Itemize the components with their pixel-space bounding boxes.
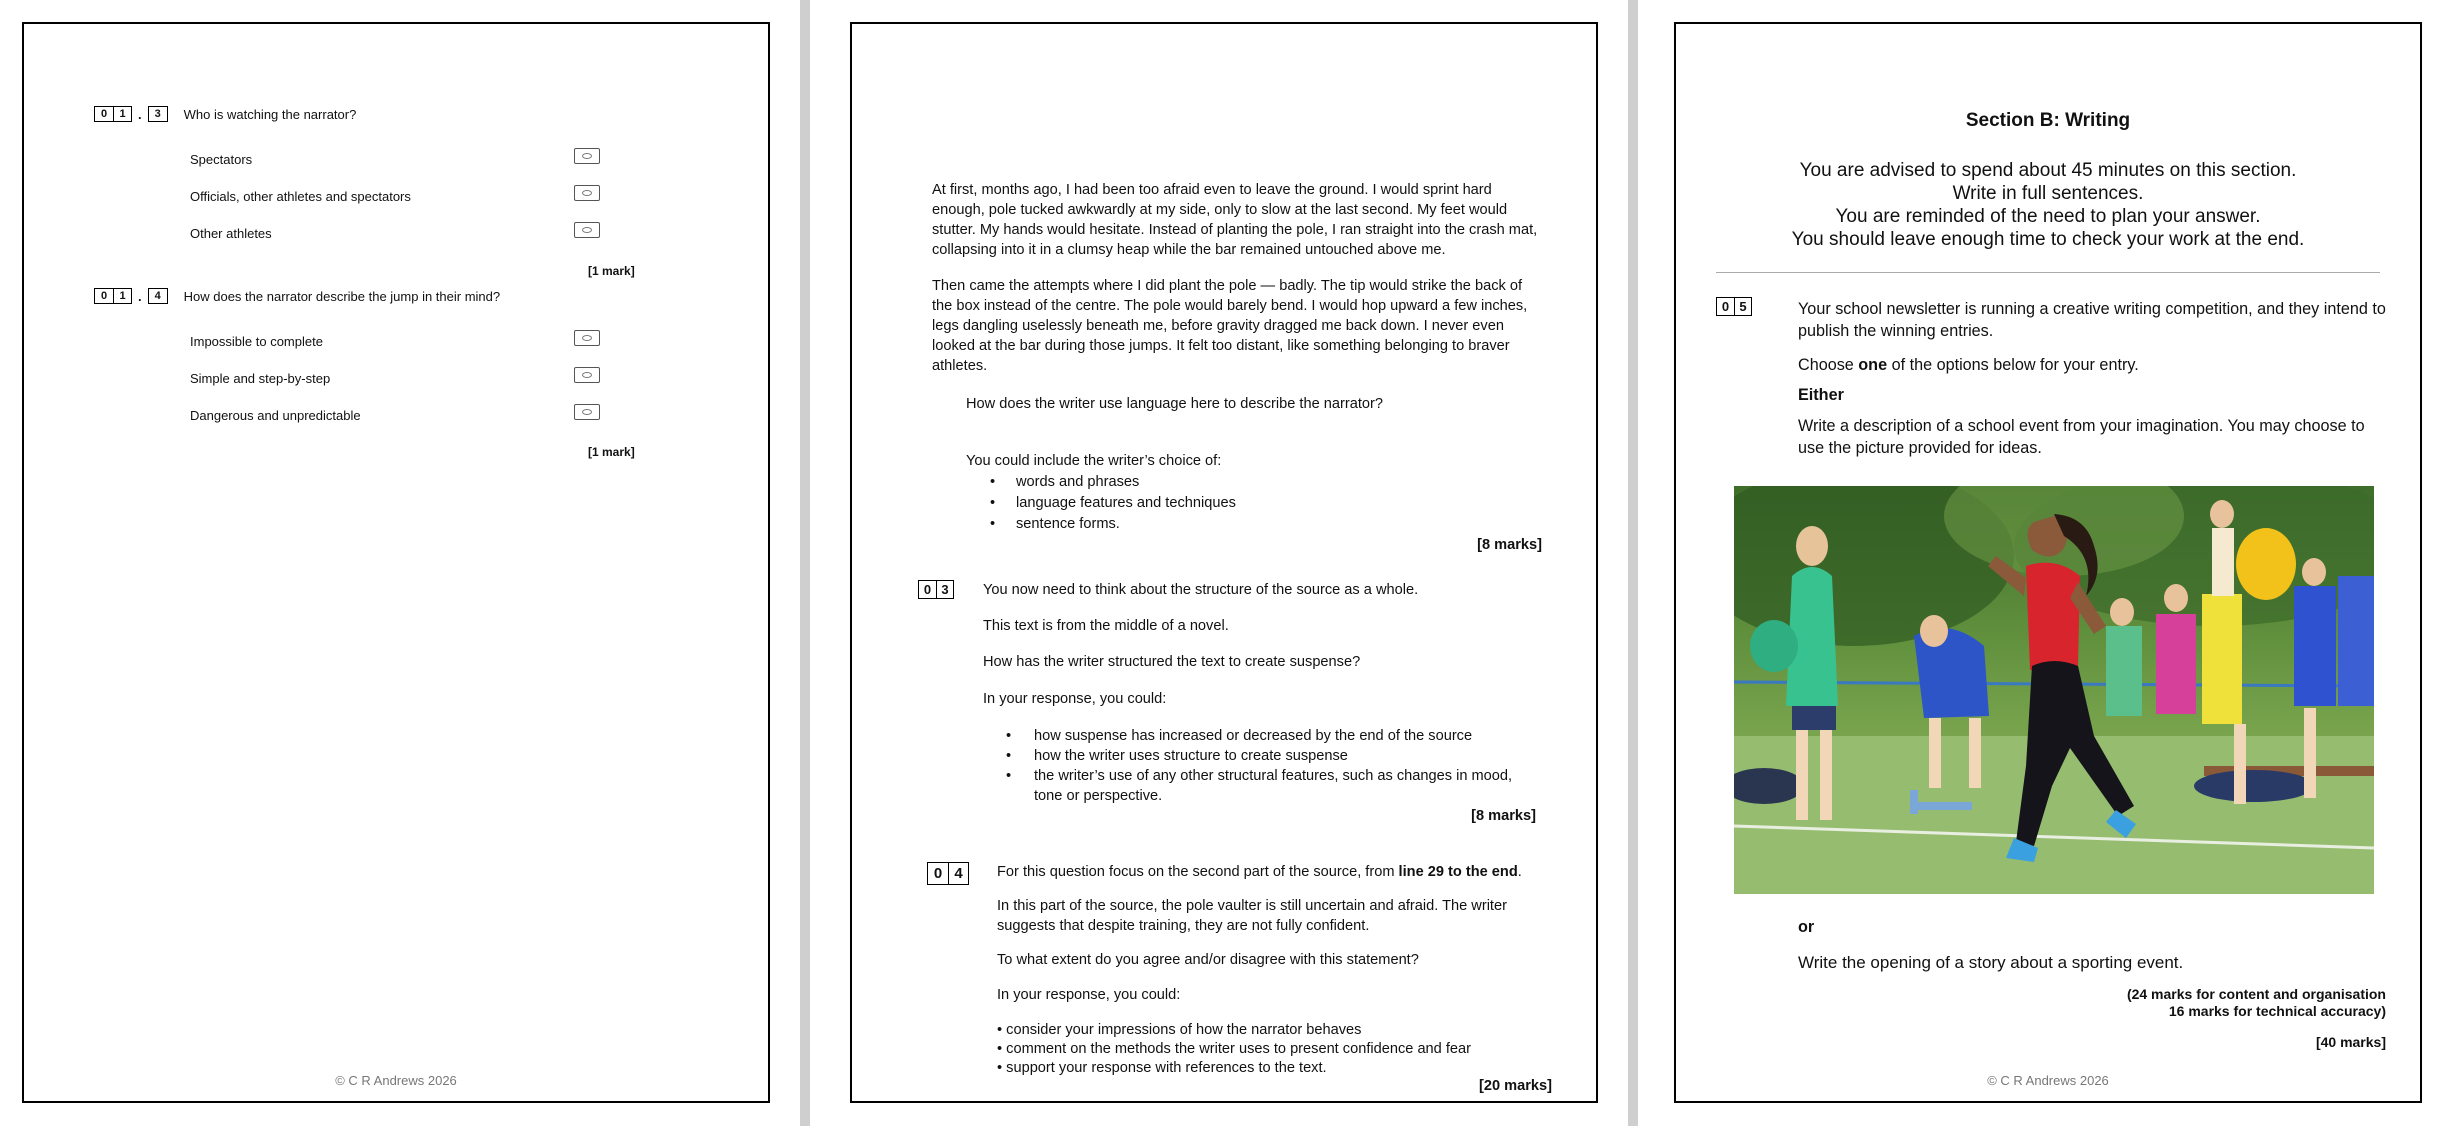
q03-mark: [8 marks] xyxy=(1471,808,1536,824)
page-2-border xyxy=(850,22,1598,1103)
q03-line-3: How has the writer structured the text to create suspense? xyxy=(983,654,1361,670)
q05-intro: Your school newsletter is running a creative writing competition, and they intend to publish the winning entries. xyxy=(1798,300,2386,340)
q03-line-2: This text is from the middle of a novel. xyxy=(983,618,1229,634)
section-title: Section B: Writing xyxy=(1965,110,2131,131)
q04-number-box: 0 4 xyxy=(927,862,969,885)
list-item: • language features and techniques xyxy=(990,493,1236,514)
q02-mark: [8 marks] xyxy=(1477,537,1542,553)
source-paragraph-1: At first, months ago, I had been too afraid even to leave the ground. I would sprint hard enough, pole tucked awkwardly at my side, only to slow at the last second. My feet would stutter. My hands would hesitate. Instead of planting the pole, I ran straight into the crash mat, collapsing into it in a clumsy heap while the bar remained untouched above me. xyxy=(932,182,1538,258)
q02-bullets xyxy=(990,472,1236,535)
option-checkbox[interactable] xyxy=(574,367,600,383)
q05-choose: Choose one of the options below for your entry. xyxy=(1798,356,2139,374)
option-label: Officials, other athletes and spectators xyxy=(190,189,411,204)
list-item: • the writer’s use of any other structural features, such as changes in mood, tone or perspective. xyxy=(1006,766,1526,806)
option-label: Other athletes xyxy=(190,226,272,241)
q03-number-box: 0 3 xyxy=(918,580,954,599)
q03-line-4: In your response, you could: xyxy=(983,691,1167,707)
question-number-box: 0 1 . 4 xyxy=(94,288,168,304)
sports-day-photo xyxy=(1734,486,2374,894)
option-checkbox[interactable] xyxy=(574,185,600,201)
question-number-box: 0 1 . 3 xyxy=(94,106,168,122)
bubble-icon xyxy=(582,372,592,378)
option-label: Simple and step-by-step xyxy=(190,371,331,386)
q02-intro: You could include the writer’s choice of: xyxy=(966,453,1222,469)
option-checkbox[interactable] xyxy=(574,404,600,420)
option-checkbox[interactable] xyxy=(574,148,600,164)
page-2 xyxy=(810,0,1628,1126)
q04-line-2: In this part of the source, the pole vaulter is still uncertain and afraid. The writer suggests that despite training, they are not fully confident. xyxy=(997,898,1507,934)
q05-option-1: Write a description of a school event from your imagination. You may choose to use the picture provided for ideas. xyxy=(1798,417,2365,457)
page-1 xyxy=(0,0,800,1126)
option-checkbox[interactable] xyxy=(574,222,600,238)
page-3 xyxy=(1638,0,2444,1126)
list-item: • support your response with references to the text. xyxy=(997,1060,1327,1076)
q05-mark: [40 marks] xyxy=(2315,1034,2386,1050)
list-item: • comment on the methods the writer uses to present confidence and fear xyxy=(997,1041,1471,1057)
option-label: Spectators xyxy=(190,152,253,167)
q05-or: or xyxy=(1798,918,1815,936)
q04-line-4: In your response, you could: xyxy=(997,987,1181,1003)
q05-marks-breakdown: (24 marks for content and organisation 16 marks for technical accuracy) xyxy=(2126,986,2386,1019)
mark-allocation: [1 mark] xyxy=(588,445,635,459)
bubble-icon xyxy=(582,190,592,196)
divider xyxy=(1716,272,2380,273)
list-item: • words and phrases xyxy=(990,472,1236,493)
option-checkbox[interactable] xyxy=(574,330,600,346)
list-item: • consider your impressions of how the narrator behaves xyxy=(997,1022,1362,1038)
section-advice: You are advised to spend about 45 minutes on this section. Write in full sentences. You are reminded of the need to plan your answer. You should leave enough time to check your work at the end. xyxy=(1791,160,2305,250)
list-item: • how suspense has increased or decreased by the end of the source xyxy=(1006,726,1526,746)
page-3-border xyxy=(1674,22,2422,1103)
mark-allocation: [1 mark] xyxy=(588,264,635,278)
bubble-icon xyxy=(582,227,592,233)
page-gap xyxy=(800,0,810,1126)
q04-bullets xyxy=(997,1021,1471,1078)
sports-day-photo-illustration xyxy=(1734,486,2374,894)
source-paragraph-2: Then came the attempts where I did plant the pole — badly. The tip would strike the back of the box instead of the centre. The pole would barely bend. I would hop upward a few inches, legs dangling uselessly beneath me, before gravity dragged me back down. I never even looked at the bar during those jumps. It felt too distant, like something belonging to braver athletes. xyxy=(932,278,1528,374)
list-item: • sentence forms. xyxy=(990,514,1236,535)
q05-option-2: Write the opening of a story about a sporting event. xyxy=(1798,953,2184,972)
page-footer: © C R Andrews 2026 xyxy=(335,1073,457,1088)
q03-bullets xyxy=(1006,726,1526,806)
q04-line-3: To what extent do you agree and/or disagree with this statement? xyxy=(997,952,1419,968)
page-gap xyxy=(1628,0,1638,1126)
question-01-3 xyxy=(94,106,356,122)
q02-question: How does the writer use language here to describe the narrator? xyxy=(966,396,1383,412)
q04-line-1: For this question focus on the second part of the source, from line 29 to the end. xyxy=(997,864,1522,880)
question-01-4 xyxy=(94,288,500,304)
bubble-icon xyxy=(582,153,592,159)
list-item: • how the writer uses structure to create suspense xyxy=(1006,746,1526,766)
bubble-icon xyxy=(582,335,592,341)
q04-mark: [20 marks] xyxy=(1478,1078,1552,1094)
q05-either: Either xyxy=(1798,386,1844,404)
q05-number-box: 0 5 xyxy=(1716,297,1752,316)
bubble-icon xyxy=(582,409,592,415)
option-label: Impossible to complete xyxy=(190,334,323,349)
page-footer: © C R Andrews 2026 xyxy=(1987,1073,2109,1088)
question-text: How does the narrator describe the jump in their mind? xyxy=(183,288,501,304)
q03-line-1: You now need to think about the structure of the source as a whole. xyxy=(983,582,1419,598)
page-1-border xyxy=(22,22,770,1103)
option-label: Dangerous and unpredictable xyxy=(190,408,361,423)
question-text: Who is watching the narrator? xyxy=(183,106,357,122)
